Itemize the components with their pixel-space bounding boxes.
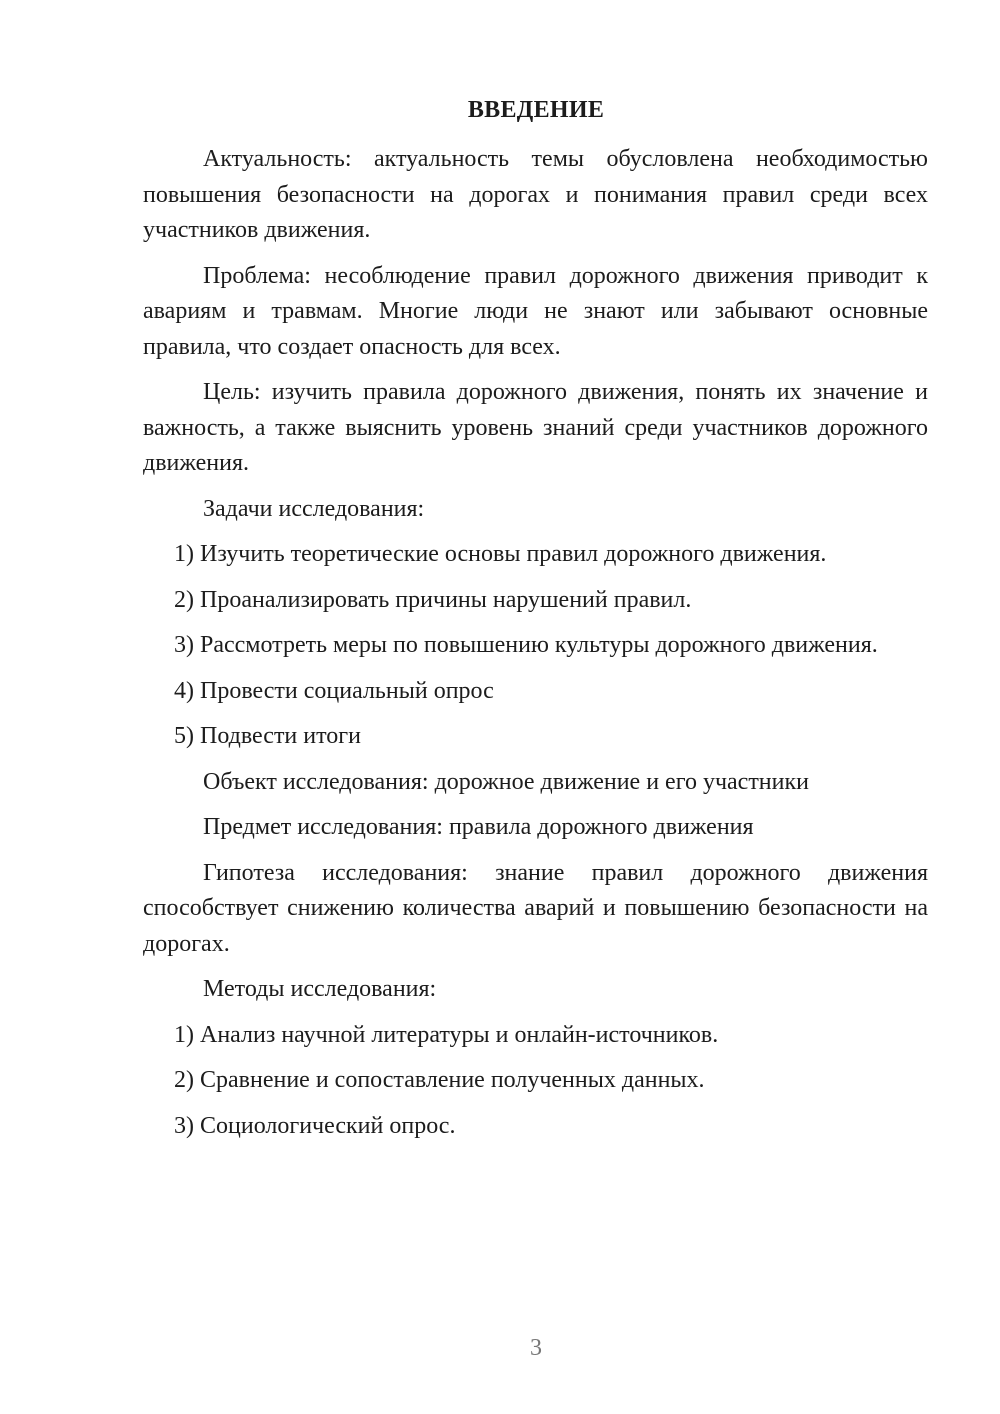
method-item: 3) Социологический опрос. — [174, 1112, 456, 1139]
task-item: 3) Рассмотреть меры по повышению культуры дорожного движения. — [174, 632, 878, 658]
document-body — [143, 142, 928, 1154]
tasks-heading: Задачи исследования: — [203, 495, 425, 522]
subject-paragraph: Предмет исследования: правила дорожного движения — [203, 814, 754, 840]
goal-paragraph: Цель: изучить правила дорожного движения, понять их значение и важность, а также выяснить уровень знаний среди участников дорожного движения. — [143, 379, 928, 476]
task-item: 1) Изучить теоретические основы правил дорожного движения. — [174, 541, 827, 567]
relevance-paragraph: Актуальность: актуальность темы обусловлена необходимостью повышения безопасности на дорогах и понимания правил среди всех участников движения. — [143, 146, 928, 243]
task-item: 5) Подвести итоги — [174, 723, 361, 749]
methods-heading: Методы исследования: — [203, 976, 437, 1002]
section-title: ВВЕДЕНИЕ — [467, 97, 605, 123]
page-number: 3 — [530, 1335, 542, 1361]
object-paragraph: Объект исследования: дорожное движение и его участники — [203, 768, 809, 795]
tasks-list — [143, 537, 928, 755]
task-item: 2) Проанализировать причины нарушений правил. — [174, 586, 692, 613]
method-item: 2) Сравнение и сопоставление полученных данных. — [174, 1067, 705, 1093]
problem-paragraph: Проблема: несоблюдение правил дорожного движения приводит к авариям и травмам. Многие люди не знают или забывают основные правила, что создает опасность для всех. — [143, 262, 928, 360]
methods-list — [143, 1018, 928, 1145]
method-item: 1) Анализ научной литературы и онлайн-источников. — [174, 1021, 719, 1048]
hypothesis-paragraph: Гипотеза исследования: знание правил дорожного движения способствует снижению количества аварий и повышению безопасности на дорогах. — [143, 859, 928, 957]
task-item: 4) Провести социальный опрос — [174, 677, 494, 704]
